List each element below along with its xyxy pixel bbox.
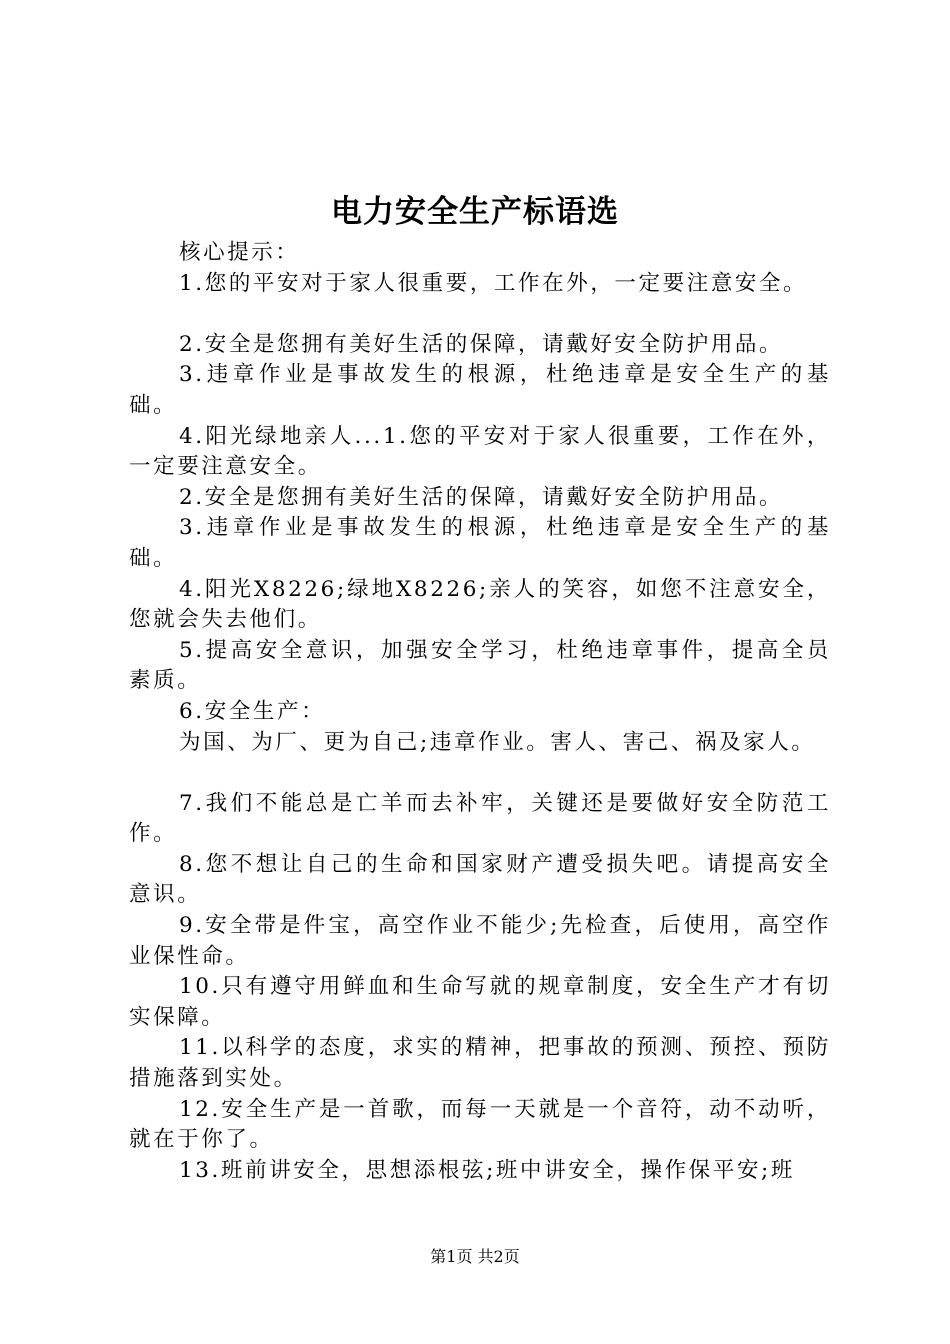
paragraph: 2.安全是您拥有美好生活的保障，请戴好安全防护用品。 [179, 484, 784, 510]
paragraph: 10.只有遵守用鲜血和生命写就的规章制度，安全生产才有切实保障。 [129, 974, 831, 1030]
paragraph: 为国、为厂、更为自己;违章作业。害人、害己、祸及家人。 [179, 729, 816, 755]
paragraph: 7.我们不能总是亡羊而去补牢，关键还是要做好安全防范工作。 [129, 790, 831, 847]
paragraph: 6.安全生产： [179, 698, 326, 724]
paragraph: 5.提高安全意识，加强安全学习，杜绝违章事件，提高全员素质。 [129, 637, 831, 694]
page-title: 电力安全生产标语选 [331, 194, 619, 230]
paragraph: 3.违章作业是事故发生的根源，杜绝违章是安全生产的基础。 [129, 362, 831, 418]
paragraph: 13.班前讲安全，思想添根弦;班中讲安全，操作保平安;班 [179, 1157, 795, 1183]
paragraph: 1.您的平安对于家人很重要，工作在外，一定要注意安全。 [179, 270, 808, 296]
paragraph: 4.阳光绿地亲人...1.您的平安对于家人很重要，工作在外，一定要注意安全。 [129, 423, 831, 480]
paragraph: 8.您不想让自己的生命和国家财产遭受损失吧。请提高安全意识。 [129, 851, 831, 908]
document-body [129, 238, 831, 1186]
paragraph: 4.阳光X8226;绿地X8226;亲人的笑容，如您不注意安全，您就会失去他们。 [129, 576, 831, 633]
paragraph: 核心提示： [179, 240, 300, 265]
paragraph: 3.违章作业是事故发生的根源，杜绝违章是安全生产的基础。 [129, 515, 831, 571]
paragraph: 11.以科学的态度，求实的精神，把事故的预测、预控、预防措施落到实处。 [129, 1035, 831, 1092]
paragraph: 2.安全是您拥有美好生活的保障，请戴好安全防护用品。 [179, 331, 784, 357]
paragraph: 9.安全带是件宝，高空作业不能少;先检查，后使用，高空作业保性命。 [129, 913, 831, 969]
paragraph: 12.安全生产是一首歌，而每一天就是一个音符，动不动听，就在于你了。 [129, 1096, 831, 1153]
page-footer: 第1页 共2页 [430, 1247, 520, 1266]
